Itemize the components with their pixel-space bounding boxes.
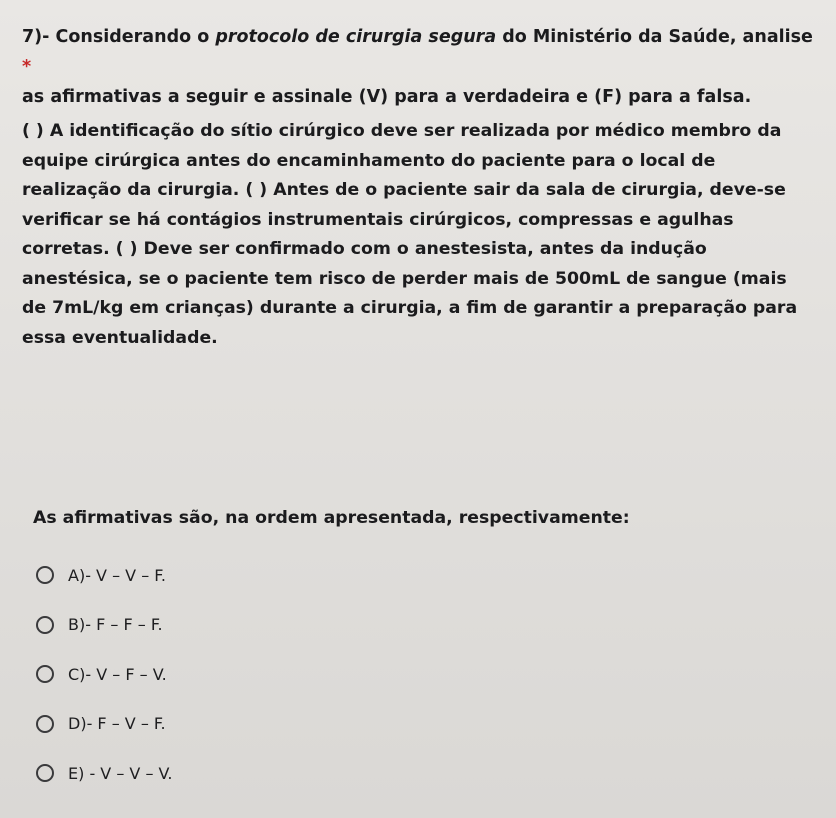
option-label: A)- V – V – F. [68, 565, 166, 585]
option-label: D)- F – V – F. [68, 714, 166, 733]
question-header [22, 22, 822, 112]
radio-button-e[interactable] [36, 764, 54, 782]
option-e[interactable] [36, 758, 436, 788]
option-a[interactable] [36, 560, 436, 590]
option-label: C)- V – F – V. [68, 664, 167, 684]
radio-button-b[interactable] [36, 616, 54, 634]
option-d[interactable] [36, 709, 436, 739]
option-label: B)- F – F – F. [68, 615, 163, 634]
answer-options [36, 560, 436, 808]
required-mark: * [22, 57, 32, 77]
question-title-line2: as afirmativas a seguir e assinale (V) para a verdadeira e (F) para a falsa. [22, 87, 752, 107]
question-title [22, 22, 822, 82]
question-prompt: As afirmativas são, na ordem apresentada, respectivamente: [33, 508, 630, 528]
radio-button-c[interactable] [36, 665, 54, 683]
option-b[interactable] [36, 610, 436, 640]
question-title-prefix: 7)- Considerando o [22, 27, 216, 47]
option-label: E) - V – V – V. [68, 763, 173, 783]
option-c[interactable] [36, 659, 436, 689]
question-title-suffix: do Ministério da Saúde, analise [496, 27, 813, 47]
radio-button-a[interactable] [36, 566, 54, 584]
radio-button-d[interactable] [36, 715, 54, 733]
question-statements: ( ) A identificação do sítio cirúrgico deve ser realizada por médico membro da equipe cirúrgica antes do encaminhamento do paciente para o local de realização da cirurgia. ( ) Antes de o paciente sair da sala de cirurgia, deve-se verificar se há contágios instrumentais cirúrgicos, compressas e agulhas corretas. ( ) Deve ser confirmado com o anestesista, antes da indução anestésica, se o paciente tem risco de perder mais de 500mL de sangue (mais de 7mL/kg em crianças) durante a cirurgia, a fim de garantir a preparação para essa eventualidade. [22, 121, 798, 348]
question-title-italic: protocolo de cirurgia segura [215, 27, 497, 47]
